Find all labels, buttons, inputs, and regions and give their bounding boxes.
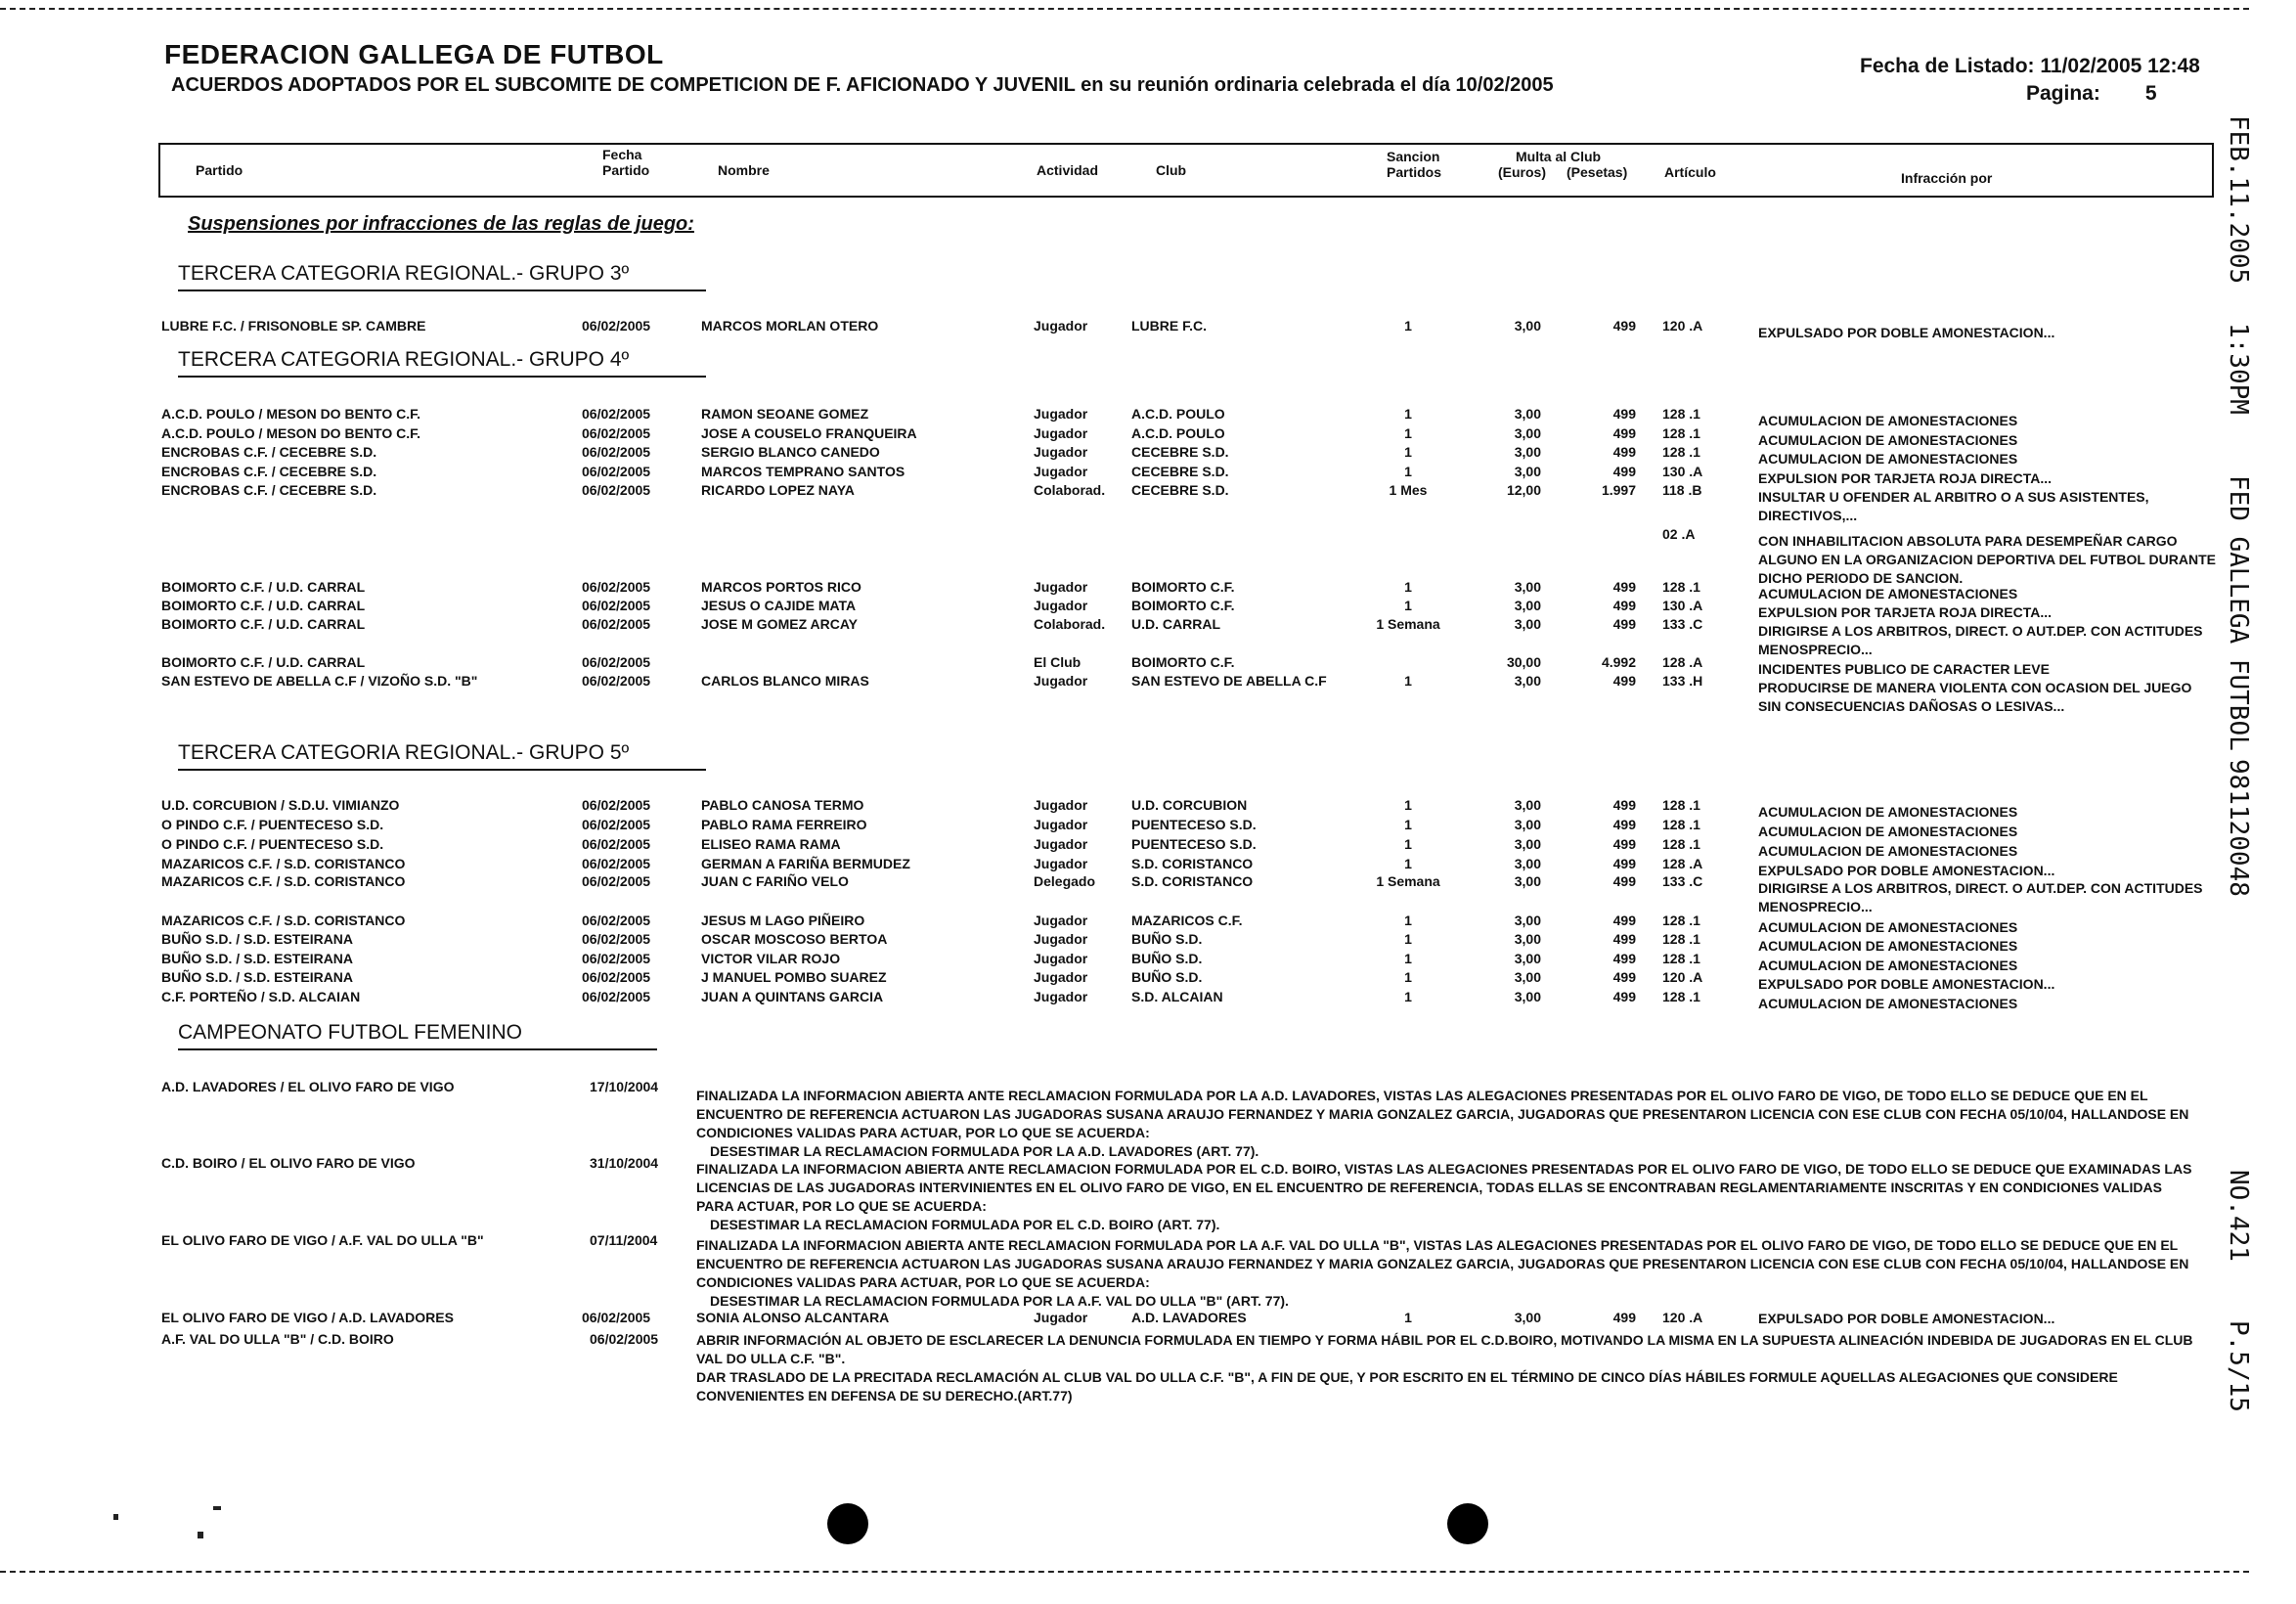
fem-text: ABRIR INFORMACIÓN AL OBJETO DE ESCLARECER LA DENUNCIA FORMULADA EN TIEMPO Y FORMA HÁBIL POR EL C.D.BOIRO, MOTIVANDO LA MISMA EN LA SUPUESTA ALINEACIÓN INDEBIDA DE JUGADORAS EN EL CLUB VAL DO ULLA C.F. "B". DAR TRASLADO DE LA PRECITADA RECLAMACIÓN AL CLUB VAL DO ULLA C.F. "B", A FIN DE QUE, Y POR ESCRITO EN EL TÉRMINO DE CINCO DÍAS HÁBILES FORMULE AQUELLAS ALEGACIONES QUE CONSIDERE CONVENIENTES EN DEFENSA DE SU DERECHO.(ART.77) — [696, 1332, 2193, 1404]
cell-infraccion: ACUMULACION DE AMONESTACIONES — [1758, 804, 2018, 820]
cell-actividad: Jugador — [1034, 464, 1088, 479]
cell-euros: 3,00 — [1514, 797, 1541, 813]
cell-nombre: OSCAR MOSCOSO BERTOA — [701, 931, 888, 947]
cell-pesetas: 499 — [1612, 969, 1636, 985]
cell-pesetas: 499 — [1612, 913, 1636, 928]
cell-infraccion: ACUMULACION DE AMONESTACIONES — [1758, 843, 2018, 859]
cell-actividad: Jugador — [1034, 598, 1088, 613]
cell-articulo: 128 .1 — [1662, 931, 1700, 947]
cell-infraccion: ACUMULACION DE AMONESTACIONES — [1758, 432, 2018, 448]
cell-pesetas: 499 — [1612, 406, 1636, 422]
cell-fecha: 06/02/2005 — [582, 951, 651, 966]
cell-pesetas: 499 — [1612, 856, 1636, 871]
group-title: TERCERA CATEGORIA REGIONAL.- GRUPO 3º — [178, 262, 706, 291]
cell-sancion: 1 Semana — [1376, 873, 1440, 889]
cell-actividad: Jugador — [1034, 817, 1088, 832]
cell-actividad: Jugador — [1034, 951, 1088, 966]
scan-speck — [213, 1506, 221, 1510]
cell-fecha: 06/02/2005 — [582, 654, 651, 670]
cell-sancion: 1 — [1404, 989, 1412, 1004]
cell-infraccion: INCIDENTES PUBLICO DE CARACTER LEVE — [1758, 661, 2050, 677]
col-articulo: Artículo — [1664, 164, 1716, 180]
cell-nombre: PABLO CANOSA TERMO — [701, 797, 864, 813]
punch-hole-right — [1447, 1503, 1488, 1544]
cell-articulo: 128 .1 — [1662, 406, 1700, 422]
cell-articulo: 02 .A — [1662, 526, 1696, 542]
cell-sancion: 1 — [1404, 913, 1412, 928]
cell-club: BUÑO S.D. — [1131, 931, 1203, 947]
page-label: Pagina: — [2026, 82, 2100, 105]
cell-euros: 3,00 — [1514, 931, 1541, 947]
table-row — [0, 318, 2296, 340]
table-row — [0, 836, 2296, 859]
cell-euros: 3,00 — [1514, 989, 1541, 1004]
cell-nombre: JUAN C FARIÑO VELO — [701, 873, 849, 889]
col-actividad: Actividad — [1037, 162, 1099, 178]
table-row — [0, 856, 2296, 878]
fem-fecha: 17/10/2004 — [590, 1079, 659, 1094]
cell-partido: O PINDO C.F. / PUENTECESO S.D. — [161, 836, 384, 852]
table-row — [0, 444, 2296, 467]
cell-actividad: Jugador — [1034, 913, 1088, 928]
cell-euros: 3,00 — [1514, 598, 1541, 613]
col-sancion: Sancion — [1387, 149, 1440, 164]
cell-articulo: 133 .C — [1662, 616, 1703, 632]
cell-fecha: 06/02/2005 — [582, 969, 651, 985]
cell-euros: 3,00 — [1514, 951, 1541, 966]
page-number — [2026, 82, 2157, 106]
cell-articulo: 120 .A — [1662, 1310, 1703, 1325]
cell-partido: EL OLIVO FARO DE VIGO / A.D. LAVADORES — [161, 1310, 454, 1325]
cell-club: S.D. CORISTANCO — [1131, 856, 1254, 871]
table-row — [0, 482, 2296, 523]
table-row — [0, 989, 2296, 1011]
cell-articulo: 130 .A — [1662, 598, 1703, 613]
col-nombre: Nombre — [718, 162, 770, 178]
cell-fecha: 06/02/2005 — [582, 406, 651, 422]
cell-club: LUBRE F.C. — [1131, 318, 1207, 334]
cell-infraccion: EXPULSADO POR DOBLE AMONESTACION... — [1758, 863, 2055, 878]
cell-partido: SAN ESTEVO DE ABELLA C.F / VIZOÑO S.D. "B" — [161, 673, 478, 689]
cell-actividad: Jugador — [1034, 931, 1088, 947]
col-fecha-partido: Partido — [602, 162, 650, 178]
cell-club: BUÑO S.D. — [1131, 969, 1203, 985]
cell-fecha: 06/02/2005 — [582, 425, 651, 441]
cell-partido: BUÑO S.D. / S.D. ESTEIRANA — [161, 951, 354, 966]
cell-fecha: 06/02/2005 — [582, 673, 651, 689]
cell-sancion: 1 — [1404, 951, 1412, 966]
cell-nombre: CARLOS BLANCO MIRAS — [701, 673, 869, 689]
table-row — [0, 1310, 2296, 1329]
cell-articulo: 128 .1 — [1662, 951, 1700, 966]
cell-articulo: 128 .1 — [1662, 817, 1700, 832]
table-row — [0, 598, 2296, 620]
cell-club: PUENTECESO S.D. — [1131, 836, 1257, 852]
cell-sancion: 1 Mes — [1389, 482, 1428, 498]
cell-pesetas: 499 — [1612, 873, 1636, 889]
cell-nombre: SONIA ALONSO ALCANTARA — [696, 1310, 890, 1325]
cell-sancion: 1 — [1404, 931, 1412, 947]
cell-infraccion: ACUMULACION DE AMONESTACIONES — [1758, 451, 2018, 467]
cell-infraccion: ACUMULACION DE AMONESTACIONES — [1758, 996, 2018, 1011]
col-partido: Partido — [196, 162, 243, 178]
cell-nombre: JUAN A QUINTANS GARCIA — [701, 989, 884, 1004]
cell-euros: 3,00 — [1514, 969, 1541, 985]
cell-fecha: 06/02/2005 — [582, 482, 651, 498]
fax-sender: FED GALLEGA FUTBOL — [2224, 475, 2253, 751]
cell-nombre: RICARDO LOPEZ NAYA — [701, 482, 855, 498]
cell-club: U.D. CORCUBION — [1131, 797, 1248, 813]
cell-euros: 3,00 — [1514, 673, 1541, 689]
cell-nombre: MARCOS MORLAN OTERO — [701, 318, 879, 334]
cell-sancion: 1 — [1404, 797, 1412, 813]
cell-actividad: Jugador — [1034, 318, 1088, 334]
document-subtitle: ACUERDOS ADOPTADOS POR EL SUBCOMITE DE COMPETICION DE F. AFICIONADO Y JUVENIL en su reunión ordinaria celebrada el día 10/02/2005 — [171, 74, 1554, 96]
cell-euros: 3,00 — [1514, 318, 1541, 334]
cell-nombre: JOSE M GOMEZ ARCAY — [701, 616, 858, 632]
cell-articulo: 120 .A — [1662, 318, 1703, 334]
fem-text: FINALIZADA LA INFORMACION ABIERTA ANTE RECLAMACION FORMULADA POR LA A.D. LAVADORES, VISTAS LAS ALEGACIONES PRESENTADAS POR EL OLIVO FARO DE VIGO, DE TODO ELLO SE DEDUCE QUE EN EL ENCUENTRO DE REFERENCIA ACTUARON LAS JUGADORAS SUSANA ARAUJO FERNANDEZ Y MARIA GONZALEZ GARCIA, JUGADORAS QUE PRESENTARON LICENCIA CON ESE CLUB CON FECHA 05/10/04, HALLANDOSE EN CONDICIONES VALIDAS PARA ACTUAR, POR LO QUE SE ACUERDA: DESESTIMAR LA RECLAMACION FORMULADA POR LA A.D. LAVADORES (ART. 77). — [696, 1088, 2189, 1159]
table-row — [0, 931, 2296, 954]
cell-partido: BOIMORTO C.F. / U.D. CARRAL — [161, 616, 366, 632]
cell-actividad: Colaborad. — [1034, 482, 1106, 498]
cell-infraccion: EXPULSION POR TARJETA ROJA DIRECTA... — [1758, 604, 2052, 620]
cell-infraccion: EXPULSADO POR DOBLE AMONESTACION... — [1758, 325, 2055, 340]
cell-infraccion: EXPULSADO POR DOBLE AMONESTACION... — [1758, 976, 2055, 992]
cell-nombre: RAMON SEOANE GOMEZ — [701, 406, 869, 422]
col-sancion-partidos: Partidos — [1387, 164, 1442, 180]
cell-fecha: 06/02/2005 — [582, 913, 651, 928]
cell-club: BOIMORTO C.F. — [1131, 654, 1235, 670]
cell-sancion: 1 Semana — [1376, 616, 1440, 632]
cell-articulo: 128 .1 — [1662, 425, 1700, 441]
cell-fecha: 06/02/2005 — [582, 797, 651, 813]
cell-nombre: J MANUEL POMBO SUAREZ — [701, 969, 887, 985]
cell-nombre: JOSE A COUSELO FRANQUEIRA — [701, 425, 917, 441]
cell-articulo: 133 .C — [1662, 873, 1703, 889]
col-fecha: Fecha — [602, 147, 642, 162]
cell-articulo: 128 .1 — [1662, 444, 1700, 460]
cell-partido: LUBRE F.C. / FRISONOBLE SP. CAMBRE — [161, 318, 426, 334]
cell-infraccion: ACUMULACION DE AMONESTACIONES — [1758, 919, 2018, 935]
cell-nombre: ELISEO RAMA RAMA — [701, 836, 841, 852]
cell-partido: ENCROBAS C.F. / CECEBRE S.D. — [161, 464, 377, 479]
cell-sancion: 1 — [1404, 318, 1412, 334]
col-club: Club — [1156, 162, 1187, 178]
fem-partido: A.D. LAVADORES / EL OLIVO FARO DE VIGO — [161, 1079, 455, 1094]
cell-euros: 3,00 — [1514, 913, 1541, 928]
table-row — [0, 425, 2296, 448]
table-row — [0, 969, 2296, 992]
cell-pesetas: 499 — [1612, 951, 1636, 966]
cell-fecha: 06/02/2005 — [582, 464, 651, 479]
scan-speck — [113, 1514, 118, 1520]
cell-pesetas: 499 — [1612, 616, 1636, 632]
cell-articulo: 128 .1 — [1662, 579, 1700, 595]
cell-articulo: 128 .1 — [1662, 797, 1700, 813]
cell-partido: BOIMORTO C.F. / U.D. CARRAL — [161, 579, 366, 595]
cell-partido: MAZARICOS C.F. / S.D. CORISTANCO — [161, 856, 406, 871]
cell-partido: A.C.D. POULO / MESON DO BENTO C.F. — [161, 406, 420, 422]
cell-actividad: Jugador — [1034, 444, 1088, 460]
cell-partido: BOIMORTO C.F. / U.D. CARRAL — [161, 598, 366, 613]
cell-articulo: 120 .A — [1662, 969, 1703, 985]
cell-fecha: 06/02/2005 — [582, 873, 651, 889]
fem-fecha: 06/02/2005 — [590, 1331, 659, 1347]
cell-nombre: JESUS O CAJIDE MATA — [701, 598, 857, 613]
cell-articulo: 133 .H — [1662, 673, 1703, 689]
cell-actividad: Jugador — [1034, 1310, 1088, 1325]
cell-actividad: Jugador — [1034, 969, 1088, 985]
cell-nombre: PABLO RAMA FERREIRO — [701, 817, 867, 832]
cell-sancion: 1 — [1404, 856, 1412, 871]
cell-partido: ENCROBAS C.F. / CECEBRE S.D. — [161, 482, 377, 498]
cell-infraccion: DIRIGIRSE A LOS ARBITROS, DIRECT. O AUT.DEP. CON ACTITUDES MENOSPRECIO... — [1758, 623, 2203, 657]
cell-actividad: Jugador — [1034, 579, 1088, 595]
cell-fecha: 06/02/2005 — [582, 444, 651, 460]
fem-partido: A.F. VAL DO ULLA "B" / C.D. BOIRO — [161, 1331, 394, 1347]
cell-club: CECEBRE S.D. — [1131, 464, 1229, 479]
cell-partido: U.D. CORCUBION / S.D.U. VIMIANZO — [161, 797, 400, 813]
cell-partido: ENCROBAS C.F. / CECEBRE S.D. — [161, 444, 377, 460]
cell-pesetas: 499 — [1612, 931, 1636, 947]
cell-sancion: 1 — [1404, 444, 1412, 460]
table-row — [0, 817, 2296, 839]
cell-club: BOIMORTO C.F. — [1131, 579, 1235, 595]
cell-partido: BUÑO S.D. / S.D. ESTEIRANA — [161, 969, 354, 985]
cell-nombre: SERGIO BLANCO CANEDO — [701, 444, 880, 460]
table-row — [0, 951, 2296, 973]
cell-nombre: GERMAN A FARIÑA BERMUDEZ — [701, 856, 910, 871]
cell-partido: A.C.D. POULO / MESON DO BENTO C.F. — [161, 425, 420, 441]
cell-euros: 12,00 — [1506, 482, 1541, 498]
col-multa: Multa al Club — [1516, 149, 1602, 164]
cell-infraccion: ACUMULACION DE AMONESTACIONES — [1758, 824, 2018, 839]
cell-euros: 3,00 — [1514, 873, 1541, 889]
cell-fecha: 06/02/2005 — [582, 616, 651, 632]
cell-pesetas: 499 — [1612, 464, 1636, 479]
cell-articulo: 128 .1 — [1662, 989, 1700, 1004]
cell-fecha: 06/02/2005 — [582, 931, 651, 947]
cell-partido: MAZARICOS C.F. / S.D. CORISTANCO — [161, 873, 406, 889]
cell-actividad: Jugador — [1034, 673, 1088, 689]
cell-sancion: 1 — [1404, 579, 1412, 595]
cell-nombre: JESUS M LAGO PIÑEIRO — [701, 913, 865, 928]
table-row — [0, 873, 2296, 914]
cell-partido: BUÑO S.D. / S.D. ESTEIRANA — [161, 931, 354, 947]
cell-infraccion: EXPULSADO POR DOBLE AMONESTACION... — [1758, 1311, 2055, 1326]
cell-pesetas: 499 — [1612, 797, 1636, 813]
federation-title: FEDERACION GALLEGA DE FUTBOL — [164, 39, 664, 69]
scan-speck — [198, 1532, 203, 1538]
cell-sancion: 1 — [1404, 464, 1412, 479]
cell-euros: 3,00 — [1514, 1310, 1541, 1325]
cell-euros: 3,00 — [1514, 464, 1541, 479]
cell-club: SAN ESTEVO DE ABELLA C.F — [1131, 673, 1327, 689]
cell-club: MAZARICOS C.F. — [1131, 913, 1243, 928]
cell-actividad: El Club — [1034, 654, 1082, 670]
table-row — [0, 616, 2296, 657]
cell-club: BOIMORTO C.F. — [1131, 598, 1235, 613]
cell-euros: 3,00 — [1514, 406, 1541, 422]
cell-euros: 3,00 — [1514, 616, 1541, 632]
cell-club: A.C.D. POULO — [1131, 406, 1225, 422]
fax-time: 1:30PM — [2224, 323, 2253, 415]
cell-fecha: 06/02/2005 — [582, 1310, 651, 1325]
cell-fecha: 06/02/2005 — [582, 989, 651, 1004]
cell-infraccion: DIRIGIRSE A LOS ARBITROS, DIRECT. O AUT.DEP. CON ACTITUDES MENOSPRECIO... — [1758, 880, 2203, 914]
fax-date: FEB.11.2005 — [2224, 115, 2253, 285]
scan-edge-top — [0, 8, 2249, 10]
cell-articulo: 118 .B — [1662, 482, 1702, 498]
cell-actividad: Jugador — [1034, 856, 1088, 871]
page-value: 5 — [2144, 82, 2157, 105]
table-row — [0, 654, 2296, 677]
cell-actividad: Colaborad. — [1034, 616, 1106, 632]
cell-euros: 3,00 — [1514, 444, 1541, 460]
cell-pesetas: 499 — [1612, 598, 1636, 613]
cell-infraccion: INSULTAR U OFENDER AL ARBITRO O A SUS ASISTENTES, DIRECTIVOS,... — [1758, 489, 2149, 523]
table-row — [0, 797, 2296, 820]
cell-articulo: 128 .1 — [1662, 836, 1700, 852]
table-header — [158, 143, 2214, 198]
cell-euros: 3,00 — [1514, 856, 1541, 871]
fem-text: FINALIZADA LA INFORMACION ABIERTA ANTE RECLAMACION FORMULADA POR LA A.F. VAL DO ULLA "B", VISTAS LAS ALEGACIONES PRESENTADAS POR EL OLIVO FARO DE VIGO, DE TODO ELLO SE DEDUCE QUE EN EL ENCUENTRO DE REFERENCIA ACTUARON LAS JUGADORAS SUSANA ARAUJO FERNANDEZ Y MARIA GONZALEZ GARCIA, JUGADORAS QUE PRESENTARON LICENCIA CON ESE CLUB CON FECHA 05/10/04, HALLANDOSE EN CONDICIONES VALIDAS PARA ACTUAR, POR LO QUE SE ACUERDA: DESESTIMAR LA RECLAMACION FORMULADA POR LA A.F. VAL DO ULLA "B" (ART. 77). — [696, 1237, 2189, 1309]
cell-fecha: 06/02/2005 — [582, 836, 651, 852]
group-title: TERCERA CATEGORIA REGIONAL.- GRUPO 4º — [178, 348, 706, 378]
cell-club: CECEBRE S.D. — [1131, 444, 1229, 460]
cell-articulo: 130 .A — [1662, 464, 1703, 479]
cell-actividad: Jugador — [1034, 425, 1088, 441]
cell-club: S.D. CORISTANCO — [1131, 873, 1254, 889]
cell-infraccion: PRODUCIRSE DE MANERA VIOLENTA CON OCASION DEL JUEGO SIN CONSECUENCIAS DAÑOSAS O LESIVAS... — [1758, 680, 2192, 714]
table-row — [0, 464, 2296, 486]
cell-sancion: 1 — [1404, 1310, 1412, 1325]
cell-nombre: VICTOR VILAR ROJO — [701, 951, 841, 966]
cell-pesetas: 1.997 — [1601, 482, 1636, 498]
cell-club: S.D. ALCAIAN — [1131, 989, 1223, 1004]
fem-partido: C.D. BOIRO / EL OLIVO FARO DE VIGO — [161, 1155, 416, 1171]
cell-actividad: Jugador — [1034, 406, 1088, 422]
cell-club: A.C.D. POULO — [1131, 425, 1225, 441]
cell-infraccion: ACUMULACION DE AMONESTACIONES — [1758, 938, 2018, 954]
cell-actividad: Jugador — [1034, 836, 1088, 852]
cell-actividad: Jugador — [1034, 797, 1088, 813]
table-row — [0, 673, 2296, 714]
cell-infraccion: ACUMULACION DE AMONESTACIONES — [1758, 586, 2018, 602]
cell-sancion: 1 — [1404, 969, 1412, 985]
table-row — [0, 526, 2296, 586]
cell-fecha: 06/02/2005 — [582, 598, 651, 613]
cell-articulo: 128 .A — [1662, 856, 1703, 871]
cell-euros: 3,00 — [1514, 425, 1541, 441]
cell-infraccion: ACUMULACION DE AMONESTACIONES — [1758, 413, 2018, 428]
cell-pesetas: 499 — [1612, 579, 1636, 595]
cell-pesetas: 499 — [1612, 444, 1636, 460]
fem-partido: EL OLIVO FARO DE VIGO / A.F. VAL DO ULLA "B" — [161, 1232, 484, 1248]
fax-number: 981120048 — [2224, 759, 2253, 897]
cell-infraccion: EXPULSION POR TARJETA ROJA DIRECTA... — [1758, 470, 2052, 486]
cell-club: U.D. CARRAL — [1131, 616, 1220, 632]
cell-fecha: 06/02/2005 — [582, 856, 651, 871]
cell-nombre: MARCOS TEMPRANO SANTOS — [701, 464, 905, 479]
cell-club: A.D. LAVADORES — [1131, 1310, 1247, 1325]
cell-articulo: 128 .1 — [1662, 913, 1700, 928]
cell-partido: O PINDO C.F. / PUENTECESO S.D. — [161, 817, 384, 832]
cell-club: PUENTECESO S.D. — [1131, 817, 1257, 832]
cell-euros: 30,00 — [1506, 654, 1541, 670]
cell-pesetas: 499 — [1612, 425, 1636, 441]
cell-partido: C.F. PORTEÑO / S.D. ALCAIAN — [161, 989, 361, 1004]
cell-sancion: 1 — [1404, 673, 1412, 689]
cell-euros: 3,00 — [1514, 579, 1541, 595]
col-euros: (Euros) — [1498, 164, 1546, 180]
cell-sancion: 1 — [1404, 425, 1412, 441]
cell-pesetas: 499 — [1612, 673, 1636, 689]
fem-fecha: 31/10/2004 — [590, 1155, 659, 1171]
cell-pesetas: 499 — [1612, 836, 1636, 852]
col-infraccion: Infracción por — [1901, 170, 1993, 186]
cell-nombre: MARCOS PORTOS RICO — [701, 579, 861, 595]
table-row — [0, 913, 2296, 935]
fax-page: P.5/15 — [2224, 1320, 2253, 1412]
cell-pesetas: 499 — [1612, 318, 1636, 334]
section-heading: Suspensiones por infracciones de las reglas de juego: — [188, 213, 694, 235]
cell-euros: 3,00 — [1514, 817, 1541, 832]
cell-partido: MAZARICOS C.F. / S.D. CORISTANCO — [161, 913, 406, 928]
fax-no: NO.421 — [2224, 1170, 2253, 1262]
cell-fecha: 06/02/2005 — [582, 318, 651, 334]
cell-sancion: 1 — [1404, 836, 1412, 852]
femenino-title: CAMPEONATO FUTBOL FEMENINO — [178, 1021, 657, 1050]
cell-actividad: Delegado — [1034, 873, 1096, 889]
col-pesetas: (Pesetas) — [1567, 164, 1628, 180]
table-row — [0, 579, 2296, 602]
cell-pesetas: 499 — [1612, 817, 1636, 832]
cell-pesetas: 499 — [1612, 989, 1636, 1004]
cell-partido: BOIMORTO C.F. / U.D. CARRAL — [161, 654, 366, 670]
cell-infraccion: CON INHABILITACION ABSOLUTA PARA DESEMPEÑAR CARGO ALGUNO EN LA ORGANIZACION DEPORTIVA DEL FUTBOL DURANTE DICHO PERIODO DE SANCION. — [1758, 533, 2216, 586]
cell-euros: 3,00 — [1514, 836, 1541, 852]
cell-fecha: 06/02/2005 — [582, 817, 651, 832]
cell-infraccion: ACUMULACION DE AMONESTACIONES — [1758, 958, 2018, 973]
cell-pesetas: 499 — [1612, 1310, 1636, 1325]
listing-date: Fecha de Listado: 11/02/2005 12:48 — [1860, 55, 2200, 77]
punch-hole-left — [827, 1503, 868, 1544]
fem-text: FINALIZADA LA INFORMACION ABIERTA ANTE RECLAMACION FORMULADA POR EL C.D. BOIRO, VISTAS LAS ALEGACIONES PRESENTADAS POR EL OLIVO FARO DE VIGO, DE TODO ELLO SE DEDUCE QUE EXAMINADAS LAS LICENCIAS DE LAS JUGADORAS INTERVINIENTES EN EL OLIVO FARO DE VIGO, EN EL ENCUENTRO DE REFERENCIA, TODAS ELLAS SE ENCONTRABAN REGLAMENTARIAMENTE INSCRITAS Y EN CONDICIONES VALIDAS PARA ACTUAR, POR LO QUE SE ACUERDA: DESESTIMAR LA RECLAMACION FORMULADA POR EL C.D. BOIRO (ART. 77). — [696, 1161, 2192, 1232]
cell-club: BUÑO S.D. — [1131, 951, 1203, 966]
cell-articulo: 128 .A — [1662, 654, 1703, 670]
scan-edge-bottom — [0, 1571, 2249, 1573]
cell-pesetas: 4.992 — [1601, 654, 1636, 670]
cell-fecha: 06/02/2005 — [582, 579, 651, 595]
cell-club: CECEBRE S.D. — [1131, 482, 1229, 498]
group-title: TERCERA CATEGORIA REGIONAL.- GRUPO 5º — [178, 741, 706, 771]
fem-fecha: 07/11/2004 — [590, 1232, 658, 1248]
cell-sancion: 1 — [1404, 817, 1412, 832]
cell-actividad: Jugador — [1034, 989, 1088, 1004]
cell-sancion: 1 — [1404, 598, 1412, 613]
cell-sancion: 1 — [1404, 406, 1412, 422]
table-row — [0, 406, 2296, 428]
